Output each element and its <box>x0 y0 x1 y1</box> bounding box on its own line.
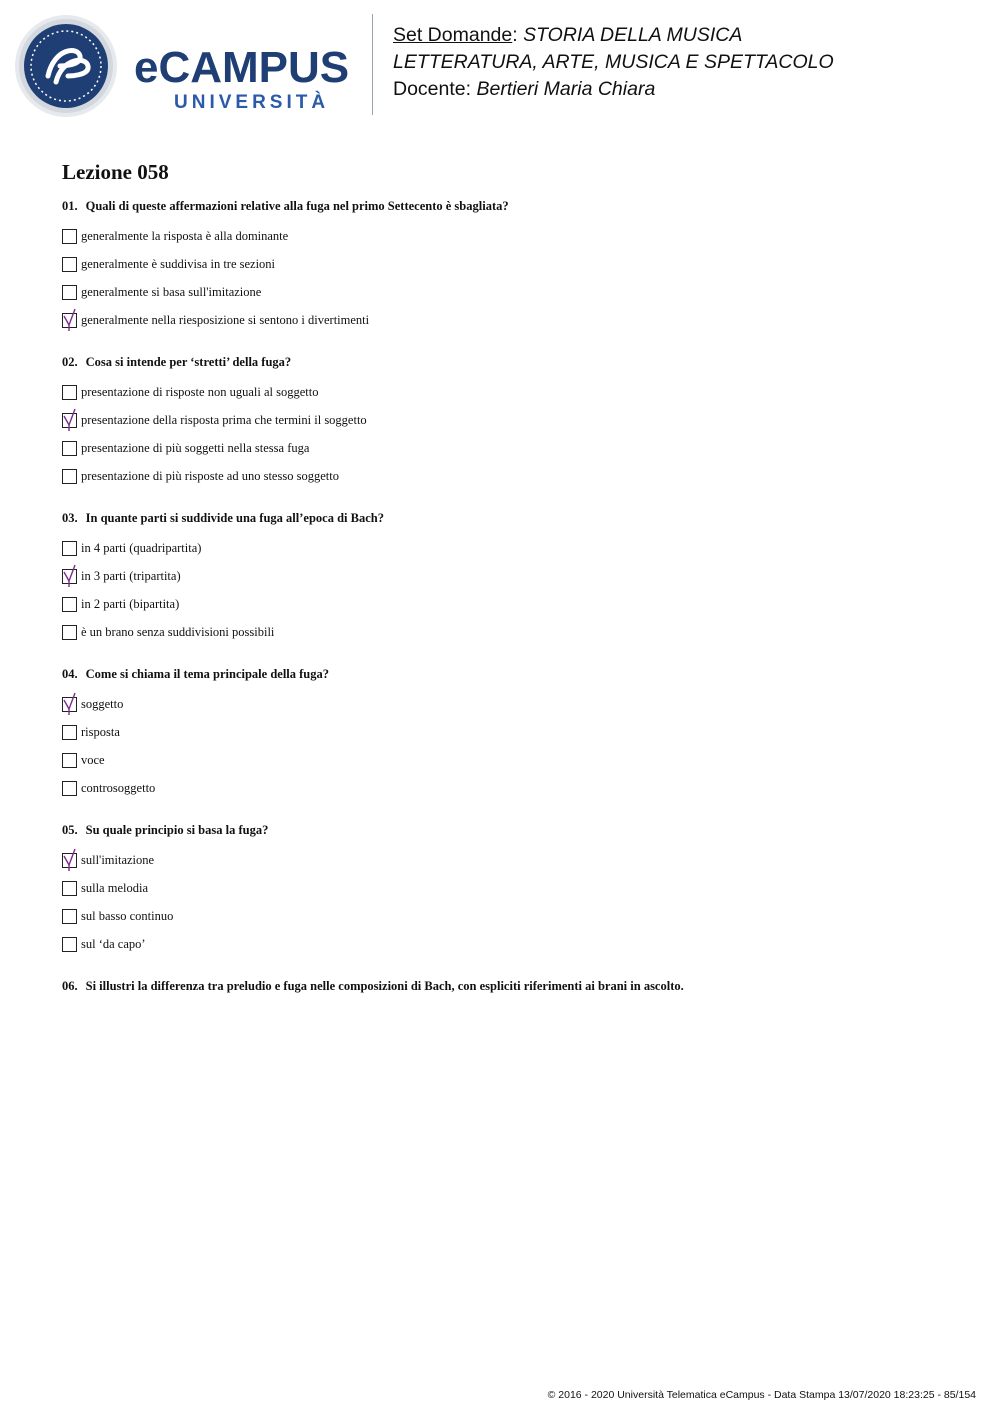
checkbox[interactable] <box>62 541 77 556</box>
answer-label: in 2 parti (bipartita) <box>81 596 180 611</box>
answer-label: controsoggetto <box>81 780 156 795</box>
logo-subtext: UNIVERSITÀ <box>174 92 330 113</box>
answer-option[interactable] <box>62 562 942 590</box>
teacher-name: Bertieri Maria Chiara <box>476 78 656 100</box>
answer-label: generalmente è suddivisa in tre sezioni <box>81 256 276 271</box>
question-text: Si illustri la differenza tra preludio e fuga nelle composizioni di Bach, con espliciti riferimenti ai brani in ascolto. <box>85 979 684 993</box>
question-text: Quali di queste affermazioni relative alla fuga nel primo Settecento è sbagliata? <box>85 199 509 213</box>
checkbox[interactable] <box>62 597 77 612</box>
checkbox[interactable] <box>62 413 77 428</box>
answer-label: generalmente nella riesposizione si sentono i divertimenti <box>81 312 370 327</box>
answer-label: sul ‘da capo’ <box>81 936 146 951</box>
answer-label: presentazione della risposta prima che termini il soggetto <box>81 412 367 427</box>
answer-option[interactable] <box>62 618 942 646</box>
answer-option[interactable] <box>62 718 942 746</box>
checkbox[interactable] <box>62 229 77 244</box>
checkbox[interactable] <box>62 257 77 272</box>
question-title <box>62 508 942 528</box>
question-6 <box>62 976 942 996</box>
question-4 <box>62 664 942 802</box>
checkbox[interactable] <box>62 569 77 584</box>
answer-option[interactable] <box>62 874 942 902</box>
answer-label: soggetto <box>81 696 124 711</box>
checkbox[interactable] <box>62 313 77 328</box>
check-mark-icon <box>61 848 79 872</box>
question-number: 05. <box>62 823 78 837</box>
header-divider <box>372 14 373 115</box>
answer-option[interactable] <box>62 462 942 490</box>
checkbox[interactable] <box>62 909 77 924</box>
answer-label: sulla melodia <box>81 880 148 895</box>
checkbox[interactable] <box>62 285 77 300</box>
question-text: Cosa si intende per ‘stretti’ della fuga? <box>85 355 292 369</box>
checkbox[interactable] <box>62 725 77 740</box>
answer-label: in 3 parti (tripartita) <box>81 568 181 583</box>
question-title <box>62 976 942 996</box>
answer-option[interactable] <box>62 746 942 774</box>
checkbox[interactable] <box>62 625 77 640</box>
question-text: Su quale principio si basa la fuga? <box>85 823 269 837</box>
answer-label: in 4 parti (quadripartita) <box>81 540 202 555</box>
question-text: In quante parti si suddivide una fuga all’epoca di Bach? <box>85 511 384 525</box>
lesson-title: Lezione 058 <box>62 160 169 184</box>
question-number: 04. <box>62 667 78 681</box>
subject-line-1 <box>393 22 834 49</box>
answer-label: presentazione di più soggetti nella stessa fuga <box>81 440 310 455</box>
checkbox[interactable] <box>62 697 77 712</box>
page-header <box>0 0 1000 130</box>
question-title <box>62 196 942 216</box>
answer-option[interactable] <box>62 534 942 562</box>
subject-line-2: LETTERATURA, ARTE, MUSICA E SPETTACOLO <box>393 51 834 73</box>
checkbox[interactable] <box>62 881 77 896</box>
set-label: Set Domande <box>393 24 513 46</box>
colon: : <box>512 24 518 46</box>
subject-title: STORIA DELLA MUSICA <box>523 24 743 46</box>
question-2 <box>62 352 942 490</box>
question-title <box>62 664 942 684</box>
answer-option[interactable] <box>62 406 942 434</box>
answer-option[interactable] <box>62 930 942 958</box>
question-number: 03. <box>62 511 78 525</box>
answer-option[interactable] <box>62 250 942 278</box>
answer-option[interactable] <box>62 222 942 250</box>
question-text: Come si chiama il tema principale della fuga? <box>85 667 330 681</box>
checkbox[interactable] <box>62 853 77 868</box>
checkbox[interactable] <box>62 441 77 456</box>
question-list <box>62 196 942 1014</box>
answer-label: presentazione di più risposte ad uno stesso soggetto <box>81 468 339 483</box>
check-mark-icon <box>61 408 79 432</box>
checkbox[interactable] <box>62 469 77 484</box>
answer-label: risposta <box>81 724 120 739</box>
ecampus-logo <box>14 14 359 118</box>
answer-label: presentazione di risposte non uguali al soggetto <box>81 384 319 399</box>
answer-option[interactable] <box>62 306 942 334</box>
teacher-label: Docente: <box>393 78 472 100</box>
answer-label: generalmente la risposta è alla dominante <box>81 228 289 243</box>
question-number: 01. <box>62 199 78 213</box>
answer-option[interactable] <box>62 774 942 802</box>
check-mark-icon <box>61 308 79 332</box>
question-number: 02. <box>62 355 78 369</box>
question-title <box>62 352 942 372</box>
answer-label: sull'imitazione <box>81 852 155 867</box>
answer-option[interactable] <box>62 278 942 306</box>
teacher-line <box>393 76 834 103</box>
page-footer: © 2016 - 2020 Università Telematica eCampus - Data Stampa 13/07/2020 18:23:25 - 85/154 <box>547 1389 976 1401</box>
question-5 <box>62 820 942 958</box>
question-title <box>62 820 942 840</box>
logo-wordmark: eCAMPUS <box>134 43 350 92</box>
question-1 <box>62 196 942 334</box>
question-3 <box>62 508 942 646</box>
answer-label: voce <box>81 752 105 767</box>
question-number: 06. <box>62 979 78 993</box>
answer-option[interactable] <box>62 378 942 406</box>
checkbox[interactable] <box>62 385 77 400</box>
check-mark-icon <box>61 692 79 716</box>
answer-label: è un brano senza suddivisioni possibili <box>81 624 275 639</box>
answer-option[interactable] <box>62 690 942 718</box>
answer-option[interactable] <box>62 434 942 462</box>
checkbox[interactable] <box>62 937 77 952</box>
answer-option[interactable] <box>62 590 942 618</box>
header-info <box>393 22 834 103</box>
answer-label: generalmente si basa sull'imitazione <box>81 284 262 299</box>
answer-option[interactable] <box>62 902 942 930</box>
check-mark-icon <box>61 564 79 588</box>
checkbox[interactable] <box>62 781 77 796</box>
answer-label: sul basso continuo <box>81 908 174 923</box>
answer-option[interactable] <box>62 846 942 874</box>
checkbox[interactable] <box>62 753 77 768</box>
